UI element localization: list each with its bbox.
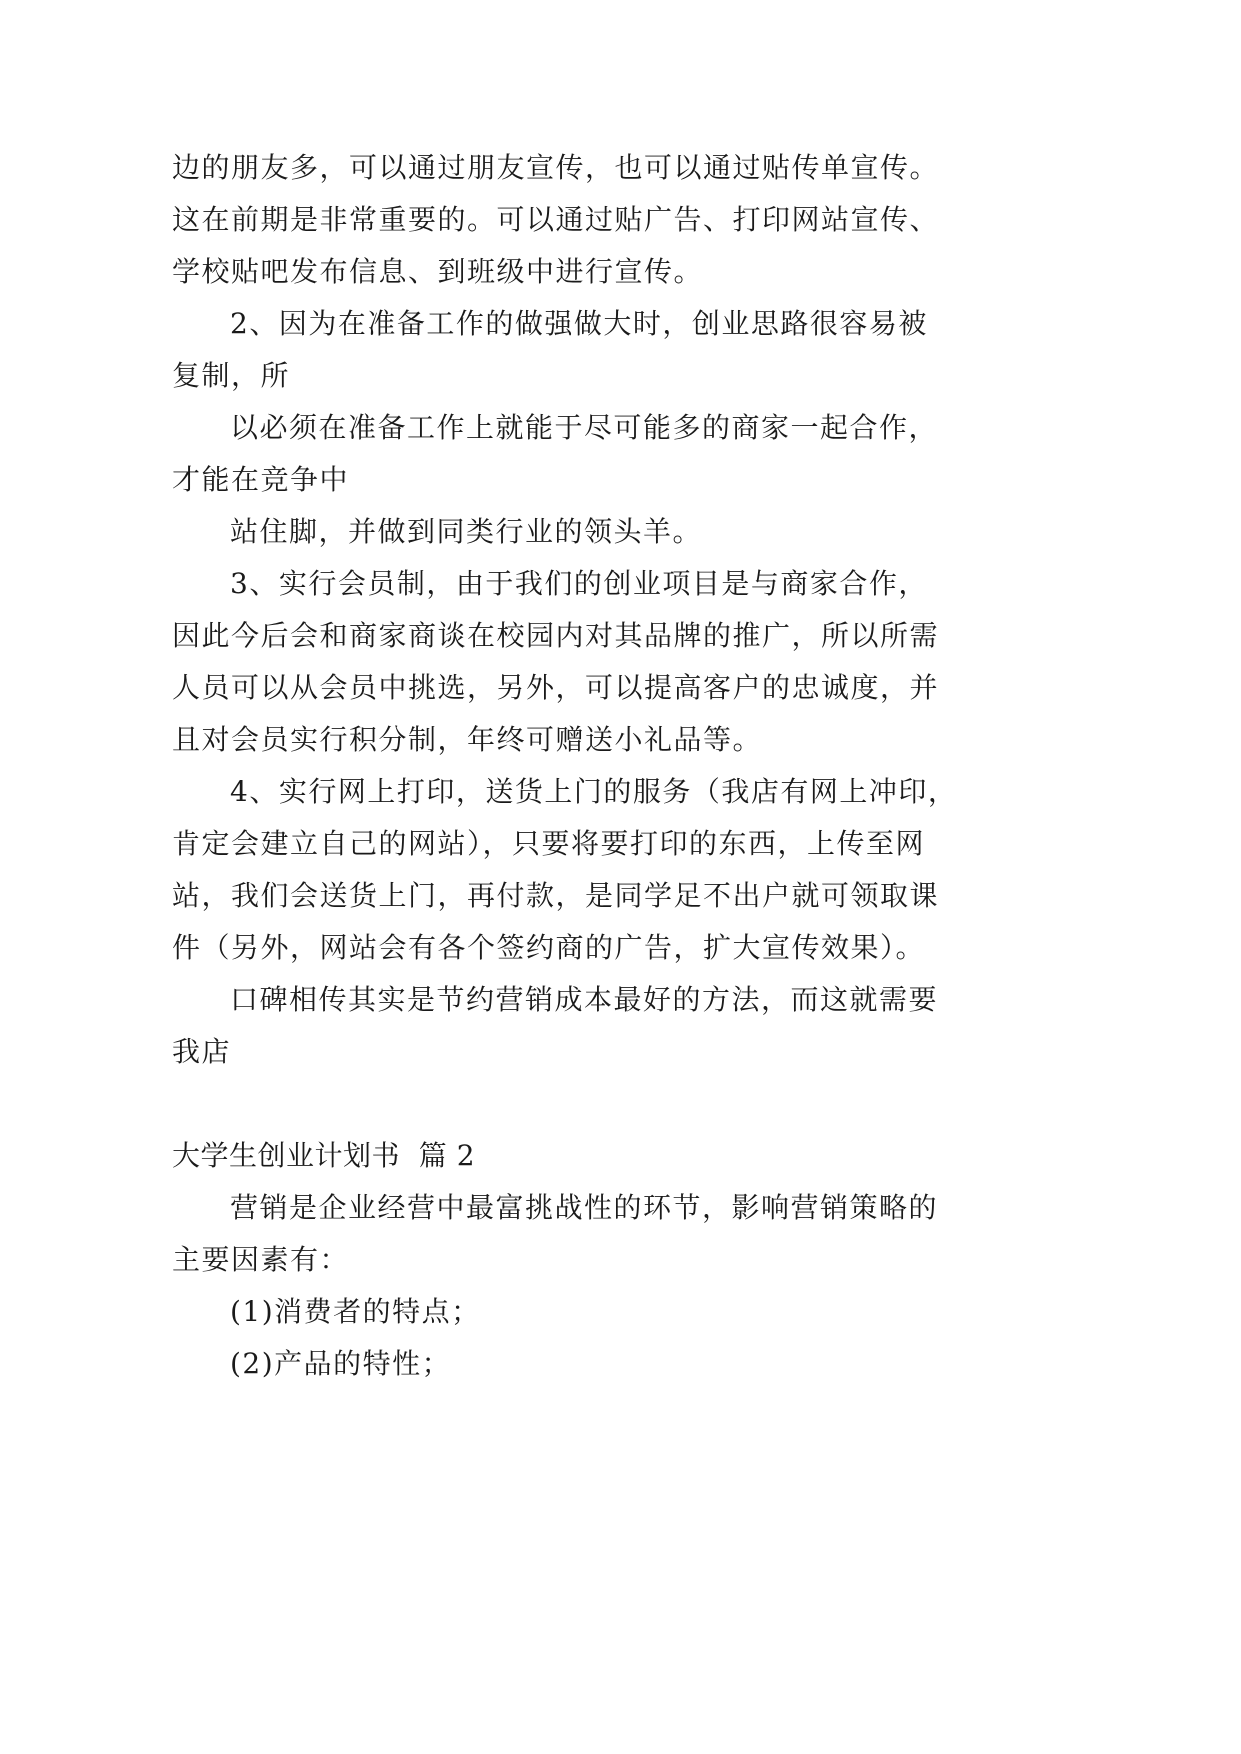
text-line: 才能在竞争中 (172, 463, 350, 496)
text-line: 件（另外，网站会有各个签约商的广告，扩大宣传效果）。 (172, 931, 926, 964)
text-line: 4、实行网上打印，送货上门的服务（我店有网上冲印， (230, 775, 958, 808)
text-line: 2、因为在准备工作的做强做大时，创业思路很容易被 (230, 307, 928, 340)
text-line: 营销是企业经营中最富挑战性的环节，影响营销策略的 (230, 1191, 939, 1224)
text-line: 人员可以从会员中挑选，另外，可以提高客户的忠诚度，并 (172, 671, 940, 704)
section-heading: 大学生创业计划书 篇 2 (172, 1139, 476, 1172)
text-line: 口碑相传其实是节约营销成本最好的方法，而这就需要 (230, 983, 939, 1016)
list-item: (1)消费者的特点； (230, 1295, 481, 1328)
document-section (172, 1130, 1072, 1390)
text-line: 我店 (172, 1035, 232, 1068)
text-line: 站，我们会送货上门，再付款，是同学足不出户就可领取课 (172, 879, 940, 912)
text-line: 以必须在准备工作上就能于尽可能多的商家一起合作， (230, 411, 939, 444)
document-page (172, 142, 1072, 1390)
text-line: 3、实行会员制，由于我们的创业项目是与商家合作， (230, 567, 928, 600)
document-section (172, 142, 1072, 1078)
text-line: 站住脚，并做到同类行业的领头羊。 (230, 515, 703, 548)
text-line: 这在前期是非常重要的。可以通过贴广告、打印网站宣传、 (172, 203, 940, 236)
text-line: 主要因素有： (172, 1243, 350, 1276)
text-line: 且对会员实行积分制，年终可赠送小礼品等。 (172, 723, 763, 756)
text-line: 复制，所 (172, 359, 291, 392)
text-line: 肯定会建立自己的网站），只要将要打印的东西，上传至网 (172, 827, 926, 860)
text-line: 学校贴吧发布信息、到班级中进行宣传。 (172, 255, 704, 288)
list-item: (2)产品的特性； (230, 1347, 452, 1380)
text-line: 边的朋友多，可以通过朋友宣传，也可以通过贴传单宣传。 (172, 151, 940, 184)
text-line: 因此今后会和商家商谈在校园内对其品牌的推广，所以所需 (172, 619, 940, 652)
